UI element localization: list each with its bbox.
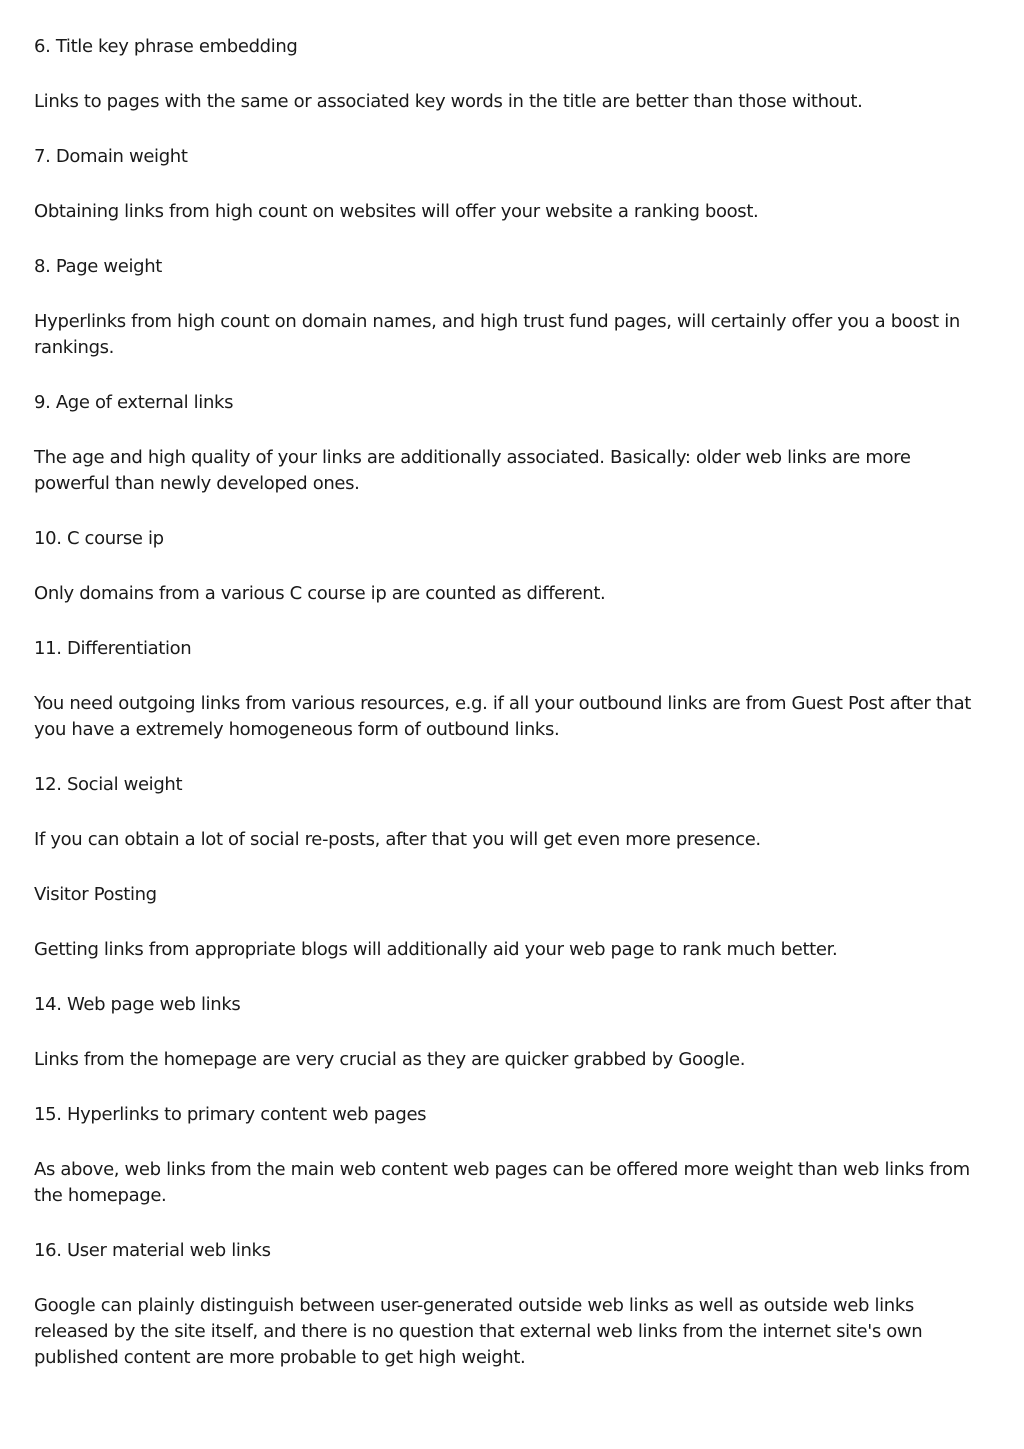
paragraph-title-key-phrase-embedding: Links to pages with the same or associated key words in the title are better than those without. <box>34 91 863 112</box>
paragraph-web-page-web-links: Links from the homepage are very crucial as they are quicker grabbed by Google. <box>34 1049 746 1070</box>
document-body <box>34 34 984 1400</box>
heading-domain-weight: 7. Domain weight <box>34 146 188 167</box>
heading-age-of-external-links: 9. Age of external links <box>34 392 234 413</box>
paragraph-page-weight: Hyperlinks from high count on domain names, and high trust fund pages, will certainly offer you a boost in rankings. <box>34 311 960 358</box>
paragraph-visitor-posting: Getting links from appropriate blogs will additionally aid your web page to rank much better. <box>34 939 838 960</box>
paragraph-primary-content-pages: As above, web links from the main web content web pages can be offered more weight than web links from the homepage. <box>34 1159 970 1206</box>
heading-differentiation: 11. Differentiation <box>34 638 192 659</box>
heading-user-material-web-links: 16. User material web links <box>34 1240 271 1261</box>
heading-social-weight: 12. Social weight <box>34 774 183 795</box>
paragraph-differentiation: You need outgoing links from various resources, e.g. if all your outbound links are from Guest Post after that you have a extremely homogeneous form of outbound links. <box>34 693 972 740</box>
paragraph-user-material-web-links: Google can plainly distinguish between user-generated outside web links as well as outside web links released by the site itself, and there is no question that external web links from the internet site's own published content are more probable to get high weight. <box>34 1295 923 1368</box>
heading-visitor-posting: Visitor Posting <box>34 884 157 905</box>
heading-title-key-phrase-embedding: 6. Title key phrase embedding <box>34 36 298 57</box>
paragraph-c-course-ip: Only domains from a various C course ip are counted as different. <box>34 583 606 604</box>
heading-web-page-web-links: 14. Web page web links <box>34 994 241 1015</box>
heading-page-weight: 8. Page weight <box>34 256 162 277</box>
heading-c-course-ip: 10. C course ip <box>34 528 164 549</box>
paragraph-social-weight: If you can obtain a lot of social re-posts, after that you will get even more presence. <box>34 829 761 850</box>
paragraph-domain-weight: Obtaining links from high count on websites will offer your website a ranking boost. <box>34 201 759 222</box>
heading-primary-content-pages: 15. Hyperlinks to primary content web pages <box>34 1104 427 1125</box>
paragraph-age-of-external-links: The age and high quality of your links are additionally associated. Basically: older web links are more powerful than newly developed ones. <box>34 447 911 494</box>
